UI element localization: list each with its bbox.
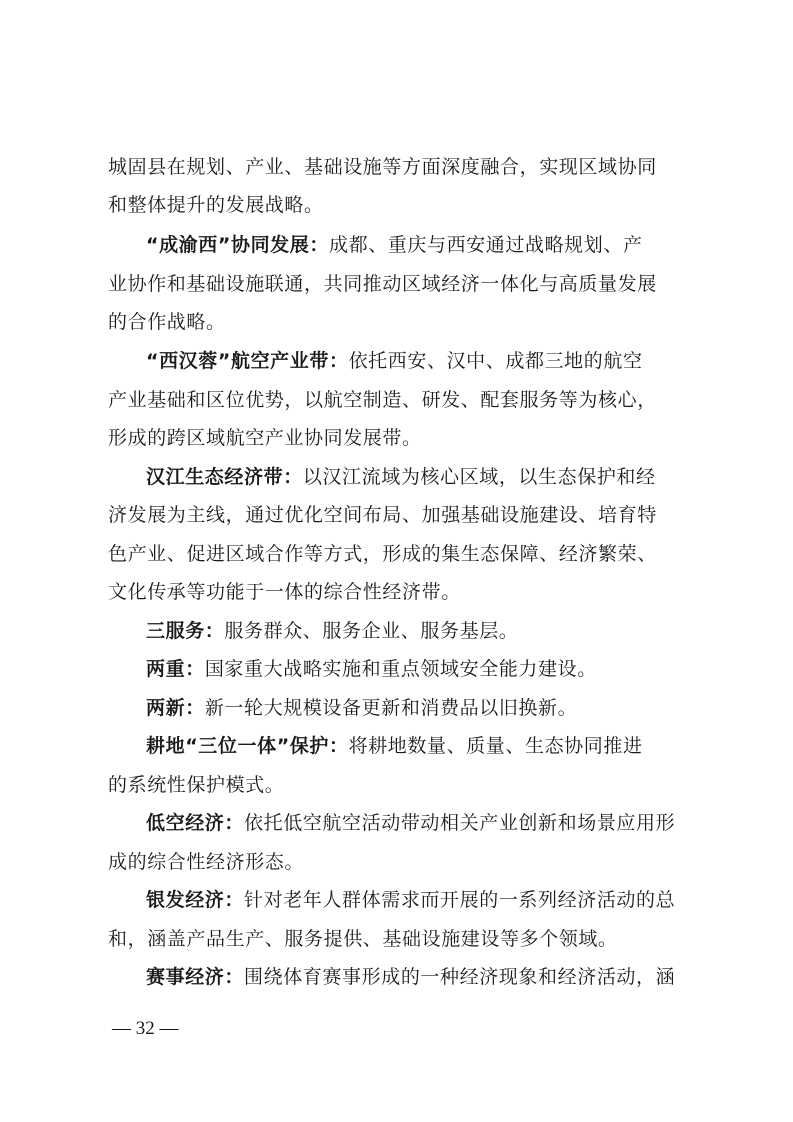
term-label: 三服务：	[146, 620, 225, 642]
paragraph-line: 和，涵盖产品生产、服务提供、基础设施建设等多个领域。	[108, 928, 618, 950]
paragraph-line: 色产业、促进区域合作等方式，形成的集生态保障、经济繁荣、	[108, 543, 657, 565]
page-number: — 32 —	[112, 1018, 179, 1039]
definition-text: 成都、重庆与西安通过战略规划、产	[328, 234, 643, 256]
term-label: 耕地“三位一体”保护：	[146, 735, 349, 757]
glossary-entry-start	[146, 232, 643, 258]
term-label: 两新：	[146, 697, 205, 719]
term-label: 两重：	[146, 658, 205, 680]
definition-text: 新一轮大规模设备更新和消费品以旧换新。	[204, 697, 578, 719]
paragraph-line: 文化传承等功能于一体的综合性经济带。	[108, 581, 461, 603]
definition-text: 围绕体育赛事形成的一种经济现象和经济活动，涵	[244, 966, 676, 988]
paragraph-line: 和整体提升的发展战略。	[108, 194, 324, 216]
glossary-entry-start	[146, 887, 675, 913]
glossary-entry-start	[146, 656, 597, 682]
term-label: 低空经济：	[146, 812, 245, 834]
definition-text: 以汉江流域为核心区域，以生态保护和经	[302, 466, 656, 488]
definition-text: 针对老年人群体需求而开展的一系列经济活动的总	[244, 889, 676, 911]
glossary-entry-start	[146, 810, 675, 836]
definition-text: 服务群众、服务企业、服务基层。	[224, 620, 519, 642]
glossary-entry-start	[146, 964, 675, 990]
paragraph-line: 济发展为主线，通过优化空间布局、加强基础设施建设、培育特	[108, 504, 657, 526]
term-label: “西汉蓉”航空产业带：	[146, 350, 349, 372]
paragraph-line: 的合作战略。	[108, 311, 226, 333]
definition-text: 依托低空航空活动带动相关产业创新和场景应用形	[244, 812, 676, 834]
definition-text: 将耕地数量、质量、生态协同推进	[348, 735, 643, 757]
paragraph-line: 的系统性保护模式。	[108, 774, 285, 796]
glossary-entry-start	[146, 618, 518, 644]
term-label: 银发经济：	[146, 889, 245, 911]
glossary-entry-start	[146, 733, 643, 759]
term-label: 赛事经济：	[146, 966, 245, 988]
paragraph-line: 业协作和基础设施联通，共同推动区域经济一体化与高质量发展	[108, 273, 657, 295]
term-label: “成渝西”协同发展：	[146, 234, 329, 256]
paragraph-line: 城固县在规划、产业、基础设施等方面深度融合，实现区域协同	[108, 156, 657, 178]
paragraph-line: 形成的跨区域航空产业协同发展带。	[108, 427, 422, 449]
glossary-entry-start	[146, 464, 656, 490]
glossary-entry-start	[146, 695, 577, 721]
definition-text: 国家重大战略实施和重点领域安全能力建设。	[204, 658, 597, 680]
paragraph-line: 成的综合性经济形态。	[108, 851, 305, 873]
glossary-entry-start	[146, 348, 643, 374]
term-label: 汉江生态经济带：	[146, 466, 303, 488]
paragraph-line: 产业基础和区位优势，以航空制造、研发、配套服务等为核心，	[108, 389, 657, 411]
definition-text: 依托西安、汉中、成都三地的航空	[348, 350, 643, 372]
